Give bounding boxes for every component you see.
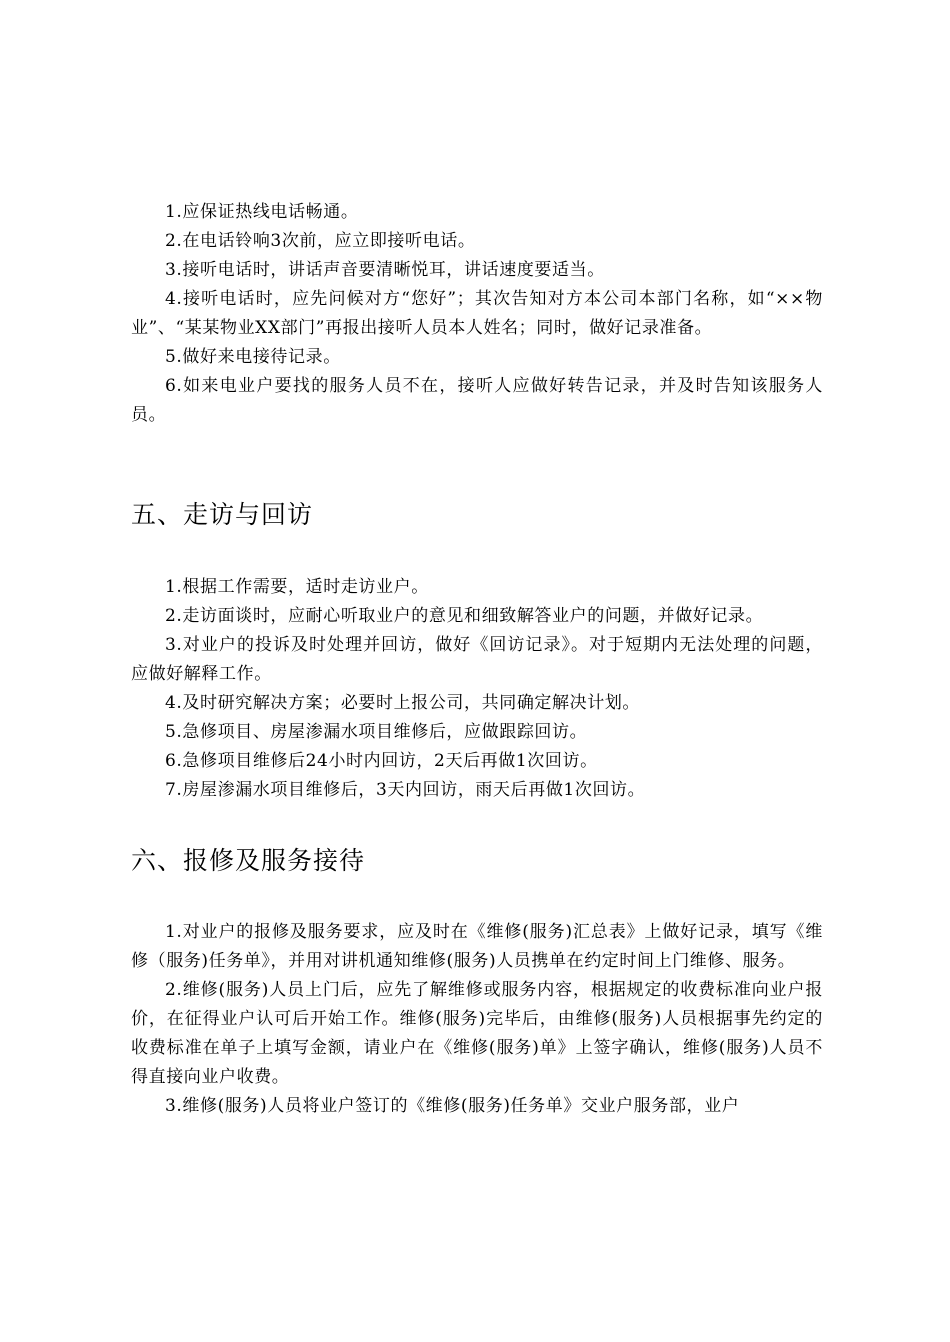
list-item: 6.急修项目维修后24小时内回访，2天后再做1次回访。 — [165, 751, 598, 771]
list-item: 3.维修(服务)人员将业户签订的《维修(服务)任务单》交业户服务部，业户 — [165, 1096, 740, 1116]
list-item: 5.做好来电接待记录。 — [165, 347, 341, 367]
section-4-body — [131, 198, 823, 430]
list-item: 4.及时研究解决方案；必要时上报公司，共同确定解决计划。 — [165, 693, 641, 713]
list-item: 1.根据工作需要，适时走访业户。 — [165, 577, 429, 597]
list-item: 5.急修项目、房屋渗漏水项目维修后，应做跟踪回访。 — [165, 722, 588, 742]
list-item: 2.在电话铃响3次前，应立即接听电话。 — [165, 231, 476, 251]
list-item: 4.接听电话时，应先问候对方“您好”；其次告知对方本公司本部门名称，如“××物业”、“某某物业XX部门”再报出接听人员本人姓名；同时，做好记录准备。 — [131, 289, 823, 338]
list-item: 6.如来电业户要找的服务人员不在，接听人应做好转告记录，并及时告知该服务人员。 — [131, 376, 823, 425]
section-5-body — [131, 573, 823, 805]
list-item: 2.维修(服务)人员上门后，应先了解维修或服务内容，根据规定的收费标准向业户报价，在征得业户认可后开始工作。维修(服务)完毕后，由维修(服务)人员根据事先约定的收费标准在单子上填写金额，请业户在《维修(服务)单》上签字确认，维修(服务)人员不得直接向业户收费。 — [131, 980, 823, 1087]
list-item: 7.房屋渗漏水项目维修后，3天内回访，雨天后再做1次回访。 — [165, 780, 646, 800]
list-item: 3.对业户的投诉及时处理并回访，做好《回访记录》。对于短期内无法处理的问题，应做好解释工作。 — [131, 635, 823, 684]
list-item: 1.应保证热线电话畅通。 — [165, 202, 359, 222]
section-5-heading: 五、走访与回访 — [131, 500, 314, 529]
section-6-heading: 六、报修及服务接待 — [131, 846, 366, 875]
list-item: 1.对业户的报修及服务要求，应及时在《维修(服务)汇总表》上做好记录，填写《维修（服务)任务单》，并用对讲机通知维修(服务)人员携单在约定时间上门维修、服务。 — [131, 922, 823, 971]
list-item: 2.走访面谈时，应耐心听取业户的意见和细致解答业户的问题，并做好记录。 — [165, 606, 764, 626]
section-6-body — [131, 918, 823, 1121]
list-item: 3.接听电话时，讲话声音要清晰悦耳，讲话速度要适当。 — [165, 260, 605, 280]
